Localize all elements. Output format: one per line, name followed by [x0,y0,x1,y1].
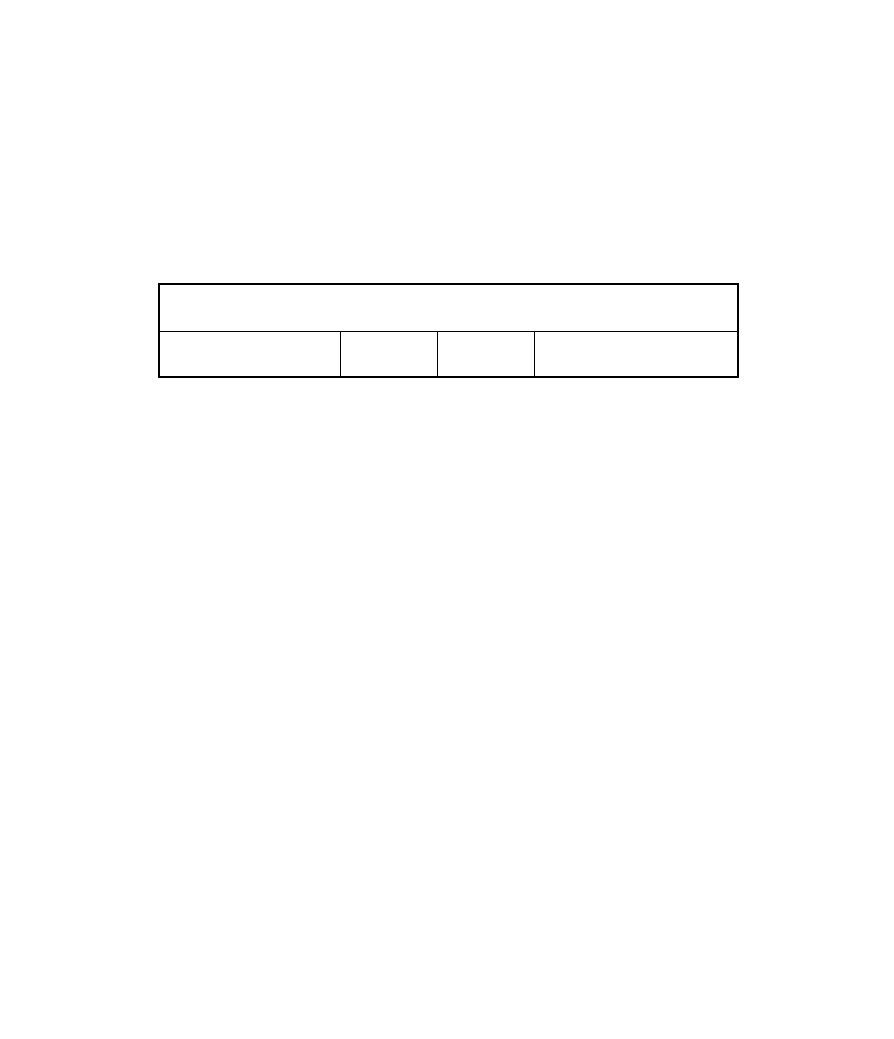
column-header-blank [159,332,340,378]
column-header-marginal [340,332,437,378]
statement-table [158,283,739,378]
column-header-absorption [437,332,534,378]
table-title-cell [159,284,738,332]
column-header-notes-blank [534,332,738,378]
statement-table-body [159,284,738,377]
table-header-row [159,332,738,378]
table-title-row [159,284,738,332]
